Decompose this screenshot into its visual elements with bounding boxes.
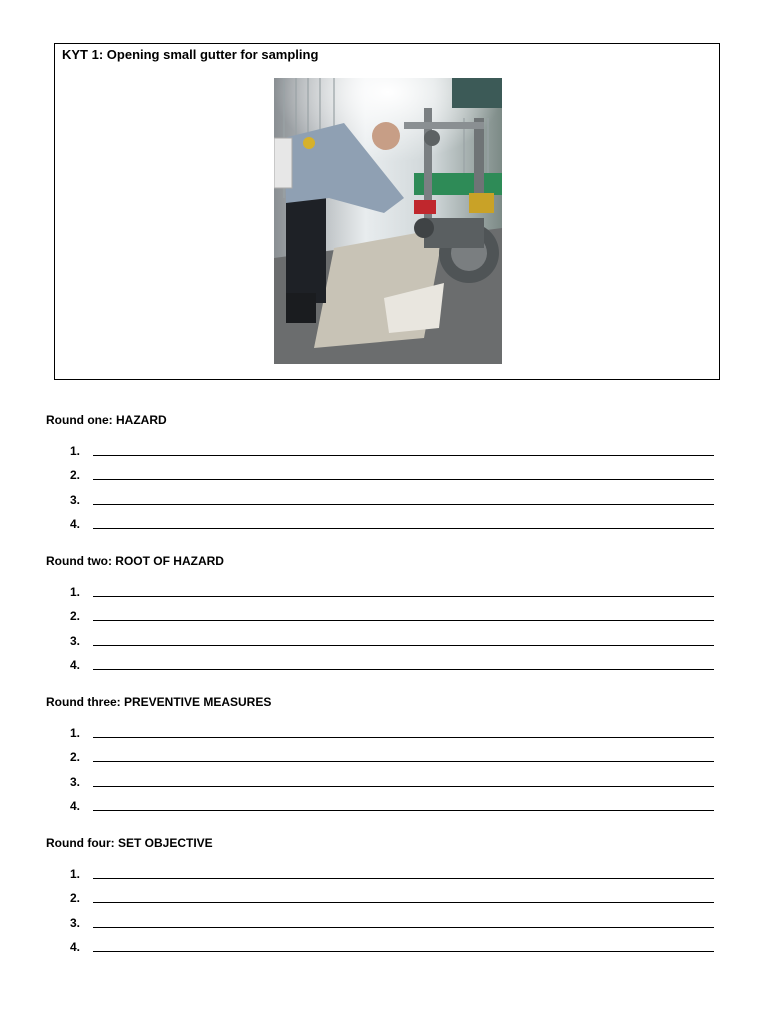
answer-line[interactable] (93, 951, 714, 952)
round-two-item-1 (46, 584, 726, 600)
round-two-section (46, 553, 726, 672)
round-four-item-3 (46, 915, 726, 931)
round-three-item-1 (46, 725, 726, 741)
item-number: 1. (70, 726, 81, 740)
answer-line[interactable] (93, 761, 714, 762)
answer-line[interactable] (93, 927, 714, 928)
round-four-item-2 (46, 890, 726, 906)
answer-line[interactable] (93, 645, 714, 646)
answer-line[interactable] (93, 596, 714, 597)
round-three-section (46, 694, 726, 813)
answer-line[interactable] (93, 810, 714, 811)
answer-line[interactable] (93, 455, 714, 456)
answer-line[interactable] (93, 479, 714, 480)
worker-sampling-photo (274, 78, 502, 364)
round-two-title: Round two: ROOT OF HAZARD (46, 554, 224, 568)
item-number: 1. (70, 867, 81, 881)
answer-line[interactable] (93, 878, 714, 879)
round-one-item-2 (46, 467, 726, 483)
round-two-item-2 (46, 608, 726, 624)
round-three-item-3 (46, 774, 726, 790)
round-one-section (46, 412, 726, 531)
item-number: 2. (70, 750, 81, 764)
round-four-section (46, 835, 726, 954)
round-one-title: Round one: HAZARD (46, 413, 167, 427)
kyt-box (54, 43, 720, 380)
round-one-item-4 (46, 516, 726, 532)
answer-line[interactable] (93, 902, 714, 903)
item-number: 2. (70, 468, 81, 482)
item-number: 4. (70, 658, 81, 672)
item-number: 1. (70, 444, 81, 458)
round-four-item-4 (46, 939, 726, 955)
round-four-title: Round four: SET OBJECTIVE (46, 836, 213, 850)
round-one-item-3 (46, 492, 726, 508)
item-number: 2. (70, 891, 81, 905)
item-number: 4. (70, 517, 81, 531)
round-three-item-4 (46, 798, 726, 814)
item-number: 3. (70, 493, 81, 507)
item-number: 4. (70, 799, 81, 813)
answer-line[interactable] (93, 528, 714, 529)
item-number: 4. (70, 940, 81, 954)
item-number: 1. (70, 585, 81, 599)
round-three-item-2 (46, 749, 726, 765)
answer-line[interactable] (93, 504, 714, 505)
round-one-item-1 (46, 443, 726, 459)
answer-line[interactable] (93, 786, 714, 787)
kyt-title: KYT 1: Opening small gutter for sampling (62, 47, 319, 62)
round-two-item-3 (46, 633, 726, 649)
item-number: 2. (70, 609, 81, 623)
answer-line[interactable] (93, 737, 714, 738)
item-number: 3. (70, 634, 81, 648)
item-number: 3. (70, 775, 81, 789)
round-four-item-1 (46, 866, 726, 882)
round-two-item-4 (46, 657, 726, 673)
round-three-title: Round three: PREVENTIVE MEASURES (46, 695, 272, 709)
item-number: 3. (70, 916, 81, 930)
answer-line[interactable] (93, 620, 714, 621)
answer-line[interactable] (93, 669, 714, 670)
